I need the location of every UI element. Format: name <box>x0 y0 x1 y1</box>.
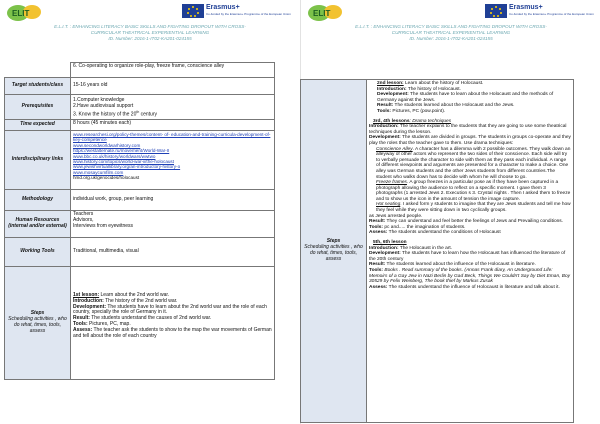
table-row <box>5 267 275 380</box>
prerequisites-label: Prerequisites <box>5 95 71 120</box>
table-row <box>5 120 275 131</box>
hot-seating: Hot seating. I asked form y students to imagine that they are Jews students and tell me how they feel while they were sitting down in two cyclically groups. <box>376 202 571 214</box>
table-row <box>301 80 574 423</box>
lesson1-intro: Introduction: The history of the 2nd world war. <box>73 297 178 304</box>
lesson1-assess: Assess: The teacher ask the students to show to the map the war movements of German and tell about the role of each country <box>73 326 272 339</box>
steps-sublabel: Scheduling activities , who do what, times, tools, assess <box>304 244 363 262</box>
lesson2-result: Result: The students learned about the Holocaust and the Jews. <box>377 103 515 109</box>
interdisciplinary-label: Interdisciplinary links <box>5 131 71 190</box>
lesson2-title: 2nd lesson: Learn about the history of Holocaust. <box>377 81 484 86</box>
project-title-line1: E.L.I.T. : ENHANCING LITERACY BASIC SKILLS AND FIGHTING DROPOUT WITH CROSS- <box>355 24 547 29</box>
table-row <box>5 63 275 78</box>
lesson2-development: Development: The students have to learn about the Holocaust and the methods of Germany against the Jews. <box>377 92 554 103</box>
target-value: 15-16 years old <box>71 78 275 95</box>
lesson1-tools: Tools: Pictures, PC, map. <box>73 321 131 328</box>
lesson1-development: Development: The students have to learn about the 2nd world war and the role of each country, specially the role of Germany in it. <box>73 303 267 316</box>
project-id: ID. Number: 2016-1-IT02-KA201-024155 <box>108 36 192 41</box>
elit-logo-icon <box>307 3 347 23</box>
lesson34-assess: Assess: The students understand the conditions of Holocaust <box>369 230 501 236</box>
lessons-2-6 <box>367 80 574 423</box>
project-id: ID. Number: 2016-1-IT02-KA201-024155 <box>409 36 493 41</box>
lesson34-development: Development: The students are divided in groups. The students in groups co-operate and they play the roles that the teacher gave to them. Use drama techniques: <box>369 135 571 146</box>
prereq-item: 3. Know the history of the 20th century <box>73 109 157 118</box>
lesson34-title: 3rd, 4th lessons: Drama techniques <box>373 118 452 124</box>
hr-item: Advisors, <box>73 216 94 223</box>
steps-label: Steps <box>326 238 341 245</box>
resource-link[interactable]: www.researchesi.org/policy-themes/content- of- education-and-training-curricula-development-of-key-competence <box>73 132 271 143</box>
table-row <box>5 238 275 267</box>
objective-item-6: 6. Co-operating to organize role-play, freeze frame, conscience alley <box>71 63 275 78</box>
methodology-value: individual work, group, peer learning <box>71 190 275 211</box>
human-resources-list <box>71 211 275 238</box>
table-row <box>5 190 275 211</box>
lesson1-title: 1st lesson: Learn about the 2nd world war. <box>73 292 170 299</box>
human-resources-label: Human Resources (internal and/or external) <box>5 211 71 238</box>
methodology-label: Methodology <box>5 190 71 211</box>
resource-link[interactable]: www.bbc.co.uk/history/worldwars/wwtwo <box>73 153 156 159</box>
project-header <box>20 24 280 42</box>
erasmus-label: Erasmus+ <box>206 4 240 11</box>
steps-label-cell <box>5 267 71 380</box>
resource-link[interactable]: www.secondworldwarhistory.com <box>73 142 141 148</box>
erasmus-label: Erasmus+ <box>509 4 543 11</box>
time-value: 8 hours (45 minutes each) <box>71 120 275 131</box>
resource-link[interactable]: www.jewishvirtuallibrary.org/an-introductory-history-o <box>73 164 181 170</box>
steps-sublabel: Scheduling activities , who do what, times, tools, assess <box>8 316 67 334</box>
hr-item: Teachers <box>73 211 94 218</box>
prerequisites-list <box>71 95 275 120</box>
working-tools-label: Working Tools <box>5 238 71 267</box>
eu-flag-icon <box>485 4 507 18</box>
lesson56-result: Result: The students learned about the influence of the Holocaust in literature. <box>369 262 536 268</box>
lesson56-assess: Assess: The students understand the influence of Holocaust in literature and talk about it. <box>369 284 560 290</box>
project-title-line1: E.L.I.T. : ENHANCING LITERACY BASIC SKILLS AND FIGHTING DROPOUT WITH CROSS- <box>54 24 246 29</box>
table-row <box>5 211 275 238</box>
lesson1-result: Result: The students understand the causes of 2nd world war. <box>73 315 212 322</box>
freeze-frames: Freeze frames. A group freezes in a particular pose as if they have been captured in a photograph allowing the audience to reflect on a specific moment. I gave them 3 photographs (1 arrested Jews 2. Execution s 3. Crystal nights . Then I asked them to freeze and to show us the icon in the amount of tension the image capture. <box>376 180 571 202</box>
lesson34-tools: Tools: pc and..... the imagination of students. <box>369 224 466 230</box>
erasmus-logo <box>182 4 291 18</box>
project-title-line2: CURRICULAR THEATRICAL EXPERIENTIAL LEARNING <box>391 30 511 35</box>
table-row <box>5 131 275 190</box>
lesson-plan-table <box>4 62 275 380</box>
svg-text:ELIT: ELIT <box>313 9 331 18</box>
project-header <box>321 24 581 42</box>
lesson56-tools: Tools: Books . Read summary of the books. (Annas Frank diary, An Underground Life: Memoirs of a Gay Jew in Nazi Berlin by Gad Beck, Things We Couldn't Say by Diet Eman, Boy 30529 by Felix Weinberg, The book thief by Markus Zusak <box>369 268 571 285</box>
resource-link[interactable]: www.history.com/topics/world-war-ii/the-holocaust <box>73 159 175 165</box>
project-title-line2: CURRICULAR THEATRICAL EXPERIENTIAL LEARNING <box>90 30 210 35</box>
lesson2-tools: Tools: Pictures, PC (pow.point). <box>377 108 446 114</box>
lesson-1 <box>71 267 275 380</box>
steps-label: Steps <box>30 310 45 317</box>
lesson2-intro: Introduction: The history of Holocaust. <box>377 86 461 92</box>
resource-link[interactable]: https://westalternate.ru/movement/World-War-II <box>73 148 170 154</box>
resource-link-text: hmd.org.uk/genocides/holocaust <box>73 175 140 181</box>
hot-seating-after: as Jews arrested people. <box>369 213 423 219</box>
svg-text:ELIT: ELIT <box>12 9 30 18</box>
lesson56-intro: Introduction: The Holocaust in the art. <box>369 245 453 251</box>
eu-flag-icon <box>182 4 204 18</box>
lesson-plan-table-continued <box>300 79 574 423</box>
lesson56-title: 5th, 6th lesson <box>373 240 407 246</box>
lesson56-development: Development: The students have to learn how the Holocaust has influenced the literature of the 20th century <box>369 251 566 262</box>
eu-subtitle: Co-funded by the Erasmus+ Programme of the European Union <box>206 12 291 16</box>
links-list <box>71 131 275 190</box>
steps-label-cell <box>301 80 367 423</box>
eu-subtitle: Co-funded by the Erasmus+ Programme of the European Union <box>509 12 594 16</box>
conscience-alley: Conscience Alley. A character has a dilemma with 2 possible outcomes. They walk down an alleyway of other actors who represent the two sides of their conscience. Each side will try to verbally persuade the character to side with them as they pass each individual. A range of different viewpoints and arguments are presented for a character to make a choice. One alley was German students and the other Jews students from different countries.The student who walks down has to decide with whom he will choose to go. <box>376 146 571 180</box>
table-row <box>5 78 275 95</box>
target-label: Target students/class <box>5 78 71 95</box>
elit-logo-icon <box>6 3 46 23</box>
working-tools-value: Traditional, multimedia, visual <box>71 238 275 267</box>
lesson34-result: Result: They can understand and feel better the feelings of Jews and Prevailing conditions. <box>369 219 564 225</box>
time-label: Time expected <box>5 120 71 131</box>
erasmus-logo <box>485 4 594 18</box>
resource-link[interactable]: www.mosaycumfilm.com <box>73 169 124 175</box>
lesson34-intro: Introduction: The teacher explains to the students that they are going to use some theatrical techniques during the lesson. <box>369 124 567 135</box>
prereq-item: 2.Have audiovisual support <box>73 102 134 109</box>
table-row <box>5 95 275 120</box>
prereq-item: 1.Computer knowledge <box>73 97 125 103</box>
hr-item: Interviews from eyewitness <box>73 222 134 229</box>
